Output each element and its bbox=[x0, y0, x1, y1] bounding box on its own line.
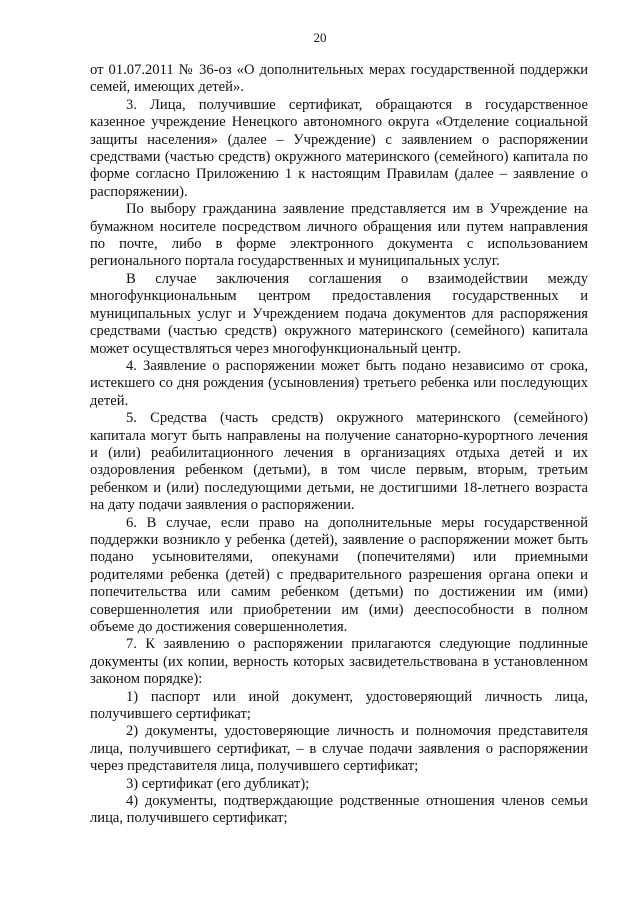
paragraph: В случае заключения соглашения о взаимодействии между многофункциональным центром предоставления государственных и муниципальных услуг и Учреждением подача документов для распоряжения средствами (частью средств) окружного материнского (семейного) капитала может осуществляться через многофункциональный центр. bbox=[90, 270, 588, 357]
paragraph: 4. Заявление о распоряжении может быть подано независимо от срока, истекшего со дня рождения (усыновления) третьего ребенка или последующих детей. bbox=[90, 357, 588, 409]
paragraph: 3. Лица, получившие сертификат, обращаются в государственное казенное учреждение Ненецкого автономного округа «Отделение социальной защиты населения» (далее – Учреждение) с заявлением о распоряжении средствами (частью средств) окружного материнского (семейного) капитала по форме согласно Приложению 1 к настоящим Правилам (далее – заявление о распоряжении). bbox=[90, 96, 588, 200]
paragraph: 6. В случае, если право на дополнительные меры государственной поддержки возникло у ребенка (детей), заявление о распоряжении может быть подано усыновителями, опекунами (попечителями) или приемными родителями ребенка (детей) с предварительного разрешения органа опеки и попечительства или самим ребенком (детьми) по достижении им (ими) совершеннолетия или приобретении им (ими) дееспособности в полном объеме до достижения совершеннолетия. bbox=[90, 514, 588, 635]
page-number: 20 bbox=[313, 30, 327, 45]
list-item: 4) документы, подтверждающие родственные отношения членов семьи лица, получившего сертификат; bbox=[90, 793, 588, 827]
list-item: 3) сертификат (его дубликат); bbox=[126, 775, 310, 792]
paragraph: 7. К заявлению о распоряжении прилагаются следующие подлинные документы (их копии, верность которых засвидетельствована в установленном законом порядке): bbox=[90, 636, 588, 688]
paragraph: По выбору гражданина заявление представляется им в Учреждение на бумажном носителе посредством личного обращения или путем направления по почте, либо в форме электронного документа с использованием регионального портала государственных и муниципальных услуг. bbox=[90, 201, 588, 270]
document-body bbox=[90, 62, 588, 828]
paragraph: 5. Средства (часть средств) окружного материнского (семейного) капитала могут быть направлены на получение санаторно-курортного лечения и (или) реабилитационного лечения в организациях отдыха детей и их оздоровления ребенком (детьми), в том числе первым, вторым, третьим ребенком и (или) последующими детьми, не достигшими 18-летнего возраста на дату подачи заявления о распоряжении. bbox=[90, 410, 588, 514]
list-item: 2) документы, удостоверяющие личность и полномочия представителя лица, получившего сертификат, – в случае подачи заявления о распоряжении через представителя лица, получившего сертификат; bbox=[90, 723, 588, 775]
list-item: 1) паспорт или иной документ, удостоверяющий личность лица, получившего сертификат; bbox=[90, 688, 588, 723]
paragraph: от 01.07.2011 № 36-оз «О дополнительных мерах государственной поддержки семей, имеющих детей». bbox=[90, 62, 588, 96]
